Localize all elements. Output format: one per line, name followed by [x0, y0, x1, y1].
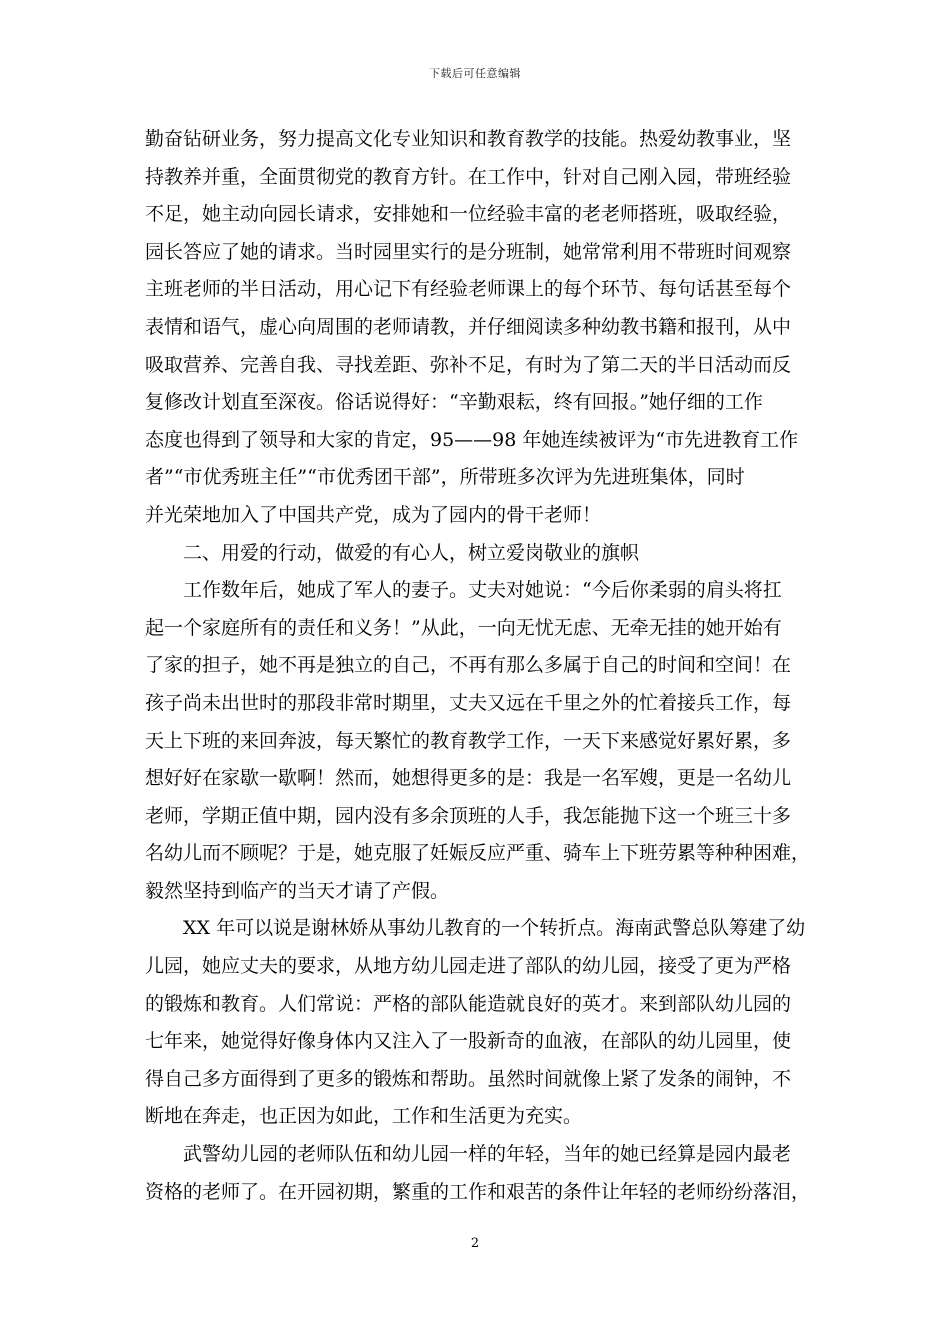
text-line: 者”“市优秀班主任”“市优秀团干部”，所带班多次评为先进班集体，同时	[145, 466, 745, 489]
text-line: 工作数年后，她成了军人的妻子。丈夫对她说：“今后你柔弱的肩头将扛	[183, 579, 782, 602]
text-line: 孩子尚未出世时的那段非常时期里，丈夫又远在千里之外的忙着接兵工作，每	[145, 691, 792, 714]
text-line: 勤奋钻研业务，努力提高文化专业知识和教育教学的技能。热爱幼教事业，坚	[145, 128, 792, 150]
text-line: 吸取营养、完善自我、寻找差距、弥补不足，有时为了第二天的半日活动而反	[145, 353, 792, 376]
text-line: 持教养并重，全面贯彻党的教育方针。在工作中，针对自己刚入园，带班经验	[145, 165, 792, 188]
text-line: 想好好在家歇一歇啊！然而，她想得更多的是：我是一名军嫂，更是一名幼儿	[145, 767, 792, 790]
text-line: 复修改计划直至深夜。俗话说得好：“辛勤艰耘，终有回报。”她仔细的工作	[145, 391, 763, 414]
text-line: 得自己多方面得到了更多的锻炼和帮助。虽然时间就像上紧了发条的闹钟，不	[145, 1067, 792, 1090]
text-line: 态度也得到了领导和大家的肯定，95——98 年她连续被评为“市先进教育工作	[145, 428, 799, 451]
page-number: 2	[470, 1236, 480, 1251]
text-line: 不足，她主动向园长请求，安排她和一位经验丰富的老老师搭班，吸取经验，	[145, 203, 792, 226]
text-line: 武警幼儿园的老师队伍和幼儿园一样的年轻，当年的她已经算是园内最老	[183, 1143, 792, 1166]
text-line: 七年来，她觉得好像身体内又注入了一股新奇的血液，在部队的幼儿园里，使	[145, 1030, 792, 1053]
text-line: 了家的担子，她不再是独立的自己，不再有那么多属于自己的时间和空间！在	[145, 654, 792, 677]
text-line: 园长答应了她的请求。当时园里实行的是分班制，她常常利用不带班时间观察	[145, 240, 792, 263]
text-line: 名幼儿而不顾呢？于是，她克服了妊娠反应严重、骑车上下班劳累等种种困难，	[145, 842, 811, 865]
page-header: 下载后可任意编辑	[429, 67, 521, 80]
text-line: 毅然坚持到临产的当天才请了产假。	[145, 879, 450, 902]
text-line: 资格的老师了。在开园初期，繁重的工作和艰苦的条件让年轻的老师纷纷落泪，	[145, 1180, 811, 1203]
text-line: 老师，学期正值中期，园内没有多余顶班的人手，我怎能抛下这一个班三十多	[145, 804, 792, 827]
text-line: 的锻炼和教育。人们常说：严格的部队能造就良好的英才。来到部队幼儿园的	[145, 992, 792, 1015]
document-body	[145, 121, 813, 1211]
text-line: 断地在奔走，也正因为如此，工作和生活更为充实。	[145, 1105, 583, 1128]
text-line: 起一个家庭所有的责任和义务！”从此，一向无忧无虑、无牵无挂的她开始有	[145, 616, 782, 639]
text-line: 二、用爱的行动，做爱的有心人，树立爱岗敬业的旗帜	[183, 541, 640, 564]
text-line: 表情和语气，虚心向周围的老师请教，并仔细阅读多种幼教书籍和报刊，从中	[145, 315, 792, 338]
text-line: 天上下班的来回奔波，每天繁忙的教育教学工作，一天下来感觉好累好累，多	[145, 729, 792, 752]
text-line: XX 年可以说是谢林娇从事幼儿教育的一个转折点。海南武警总队筹建了幼	[183, 917, 806, 940]
text-line: 儿园，她应丈夫的要求，从地方幼儿园走进了部队的幼儿园，接受了更为严格	[145, 955, 792, 978]
text-line: 并光荣地加入了中国共产党，成为了园内的骨干老师！	[145, 503, 602, 526]
text-line: 主班老师的半日活动，用心记下有经验老师课上的每个环节、每句话甚至每个	[145, 278, 792, 301]
